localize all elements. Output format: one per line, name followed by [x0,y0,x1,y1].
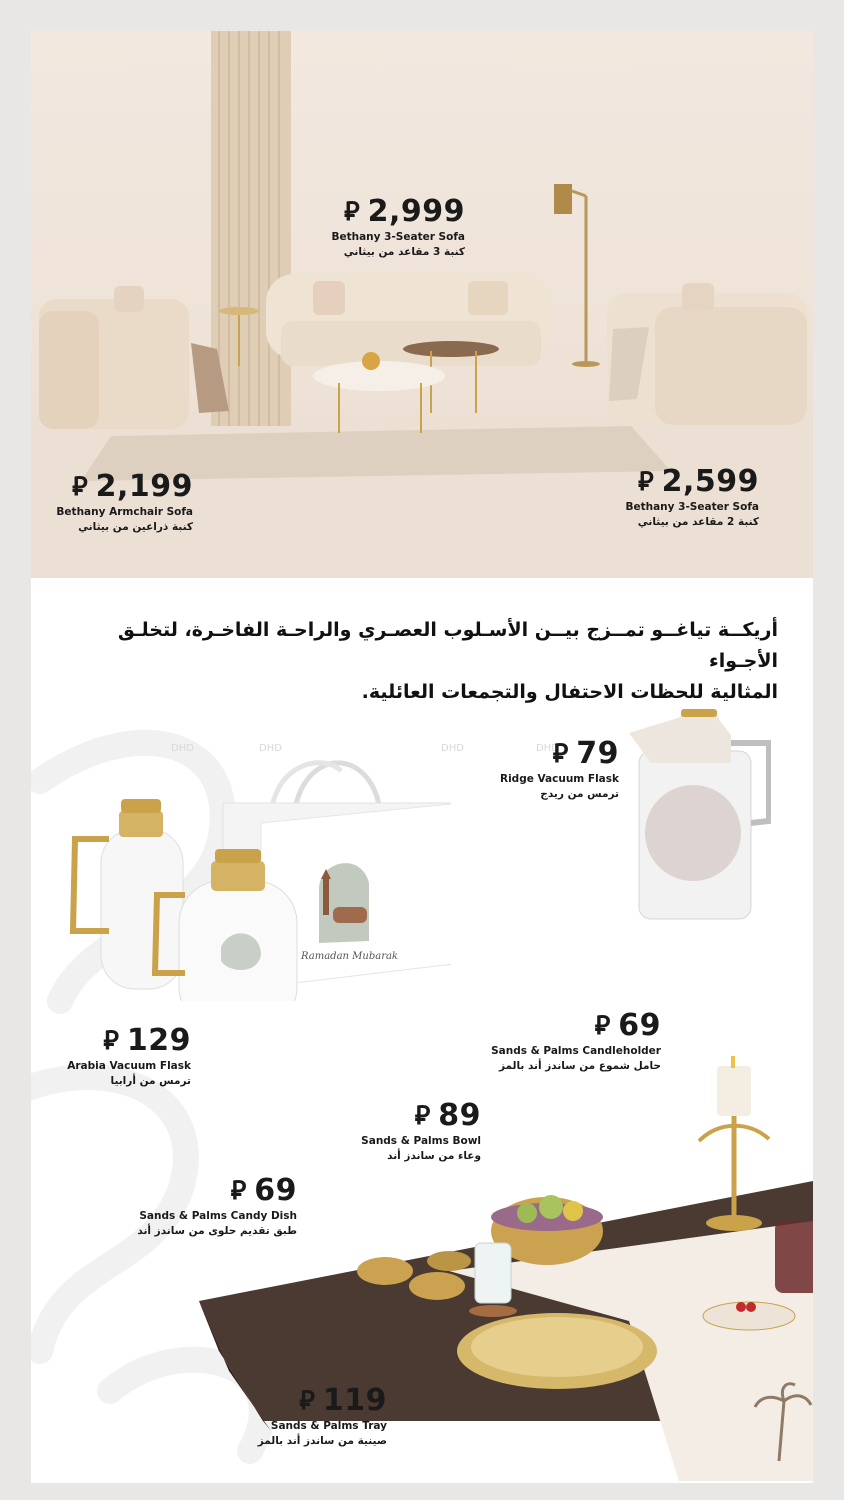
product-name-en: Sands & Palms Candleholder [491,1045,661,1057]
riyal-icon: ⃁ [230,1176,247,1206]
riyal-icon: ⃁ [72,472,88,502]
product-name-ar: كنبة 2 مقاعد من بيثاني [637,516,759,528]
product-price: 119 [322,1383,387,1418]
product-name-ar: حامل شموع من ساندز أند بالمز [498,1060,661,1072]
product-name-ar: ترمس من أرابيا [110,1075,191,1087]
product-name-en: Bethany 3-Seater Sofa [625,501,759,513]
flyer-card [31,31,813,1483]
riyal-icon: ⃁ [344,197,360,227]
product-price: 79 [576,736,619,771]
product-price: 2,599 [661,464,759,499]
product-name-ar: وعاء من ساندز أند [387,1150,481,1162]
brand-watermark: DHD [441,743,464,754]
riyal-icon: ⃁ [594,1011,611,1041]
riyal-icon: ⃁ [414,1101,431,1131]
product-name-en: Sands & Palms Bowl [361,1135,481,1147]
product-name-ar: كنبة ذراعين من بيثاني [78,521,193,533]
product-name-ar: ترمس من ريدج [540,788,619,800]
price-tag-bethany-3-seater-right [617,464,759,528]
price-tag-ridge-vacuum-flask [471,736,619,800]
brand-watermark: DHD [259,743,282,754]
product-price: 69 [618,1008,661,1043]
riyal-icon: ⃁ [299,1386,315,1416]
product-name-en: Bethany 3-Seater Sofa [331,231,465,243]
product-name-en: Bethany Armchair Sofa [56,506,193,518]
product-price: 2,999 [367,194,465,229]
living-room-photo [31,31,813,578]
product-name-en: Ridge Vacuum Flask [500,773,619,785]
ridge-vacuum-flask-image [621,703,771,928]
description-line-1: أريكــة تياغــو تمــزج بيــن الأسـلوب العصـري والراحـة الفاخـرة، لتخلـق الأجـواء [117,619,778,672]
arabia-flask-gift-set [61,711,451,1001]
price-tag-bethany-3-seater-top [331,194,465,258]
price-tag-sands-palms-tray [251,1383,387,1447]
brand-watermark: DHD [536,743,559,754]
riyal-icon: ⃁ [552,739,569,769]
product-price: 69 [254,1173,297,1208]
product-price: 129 [126,1023,191,1058]
price-tag-arabia-vacuum-flask [55,1023,191,1087]
product-price: 2,199 [95,469,193,504]
product-name-ar: صينية من ساندز أند بالمز [257,1435,387,1447]
product-name-ar: طبق تقديم حلوى من ساندز أند [137,1225,297,1237]
product-price: 89 [438,1098,481,1133]
product-name-en: Sands & Palms Tray [270,1420,387,1432]
price-tag-bethany-armchair [51,469,193,533]
collection-description [58,615,778,708]
description-line-2: المثالية للحظات الاحتفال والتجمعات العائلية. [361,681,778,703]
brand-watermark: DHD [171,743,194,754]
riyal-icon: ⃁ [103,1026,119,1056]
product-name-en: Sands & Palms Candy Dish [139,1210,297,1222]
riyal-icon: ⃁ [638,467,654,497]
product-name-en: Arabia Vacuum Flask [67,1060,191,1072]
bag-greeting-text: Ramadan Mubarak [301,951,398,962]
product-name-ar: كنبة 3 مقاعد من بيثاني [343,246,465,258]
